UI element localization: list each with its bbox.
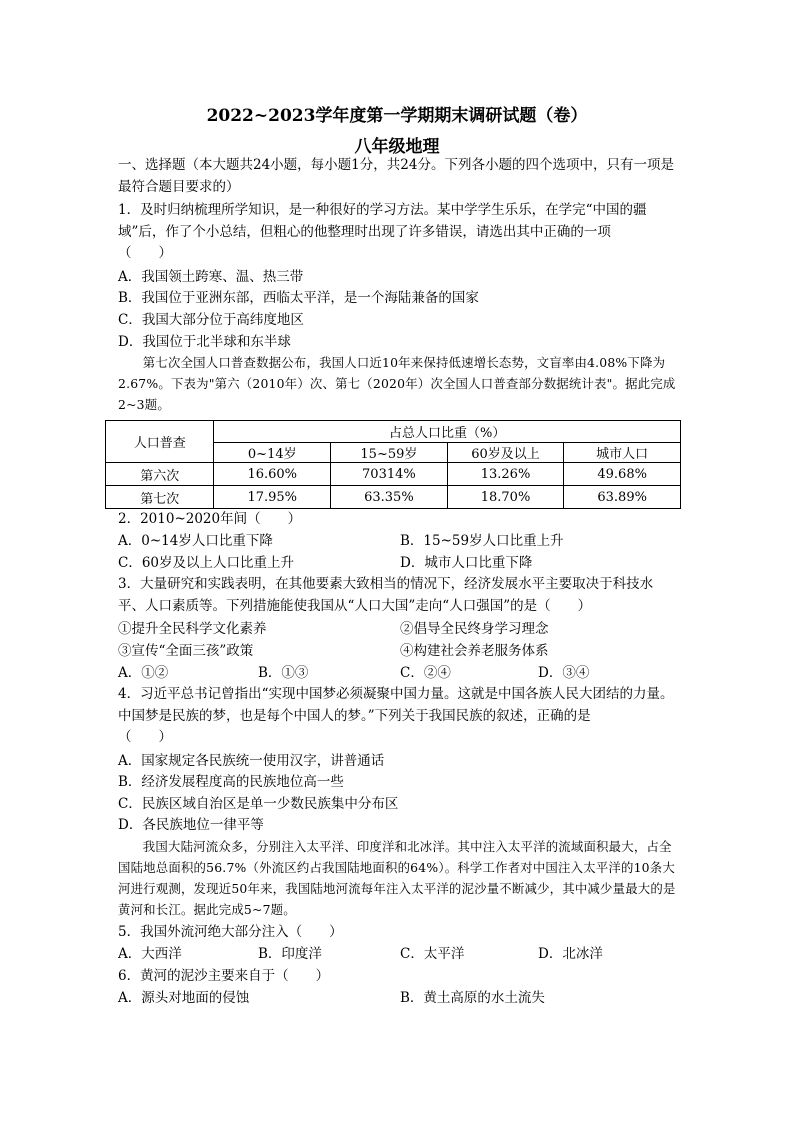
table-col-urban: 城市人口 xyxy=(564,443,681,463)
q3-item-1: ①提升全民科学文化素养 xyxy=(118,621,267,637)
table-corner: 人口普查 xyxy=(106,421,214,463)
table-row-label: 第七次 xyxy=(106,486,214,509)
q4-stem xyxy=(118,684,678,749)
material-population: 第七次全国人口普查数据公布，我国人口近10年来保持低速增长态势，文盲率由4.08%下降为2.67%。下表为"第六（2010年）次、第七（2020年）次全国人口普查部分数据统计表"。据此完成2~3题。 xyxy=(118,355,676,412)
q2-option-a: A．0~14岁人口比重下降 xyxy=(118,533,273,549)
q5-option-b: B．印度洋 xyxy=(258,946,322,962)
exam-title: 2022~2023学年度第一学期期末调研试题（卷） xyxy=(206,106,588,126)
table-col-60plus: 60岁及以上 xyxy=(447,443,564,463)
table-cell: 49.68% xyxy=(564,463,681,486)
table-cell: 63.35% xyxy=(331,486,448,509)
q6-option-b: B．黄土高原的水土流失 xyxy=(400,990,545,1006)
census-table xyxy=(105,420,681,509)
q4-stem-text: 4．习近平总书记曾指出“实现中国梦必须凝聚中国力量。这就是中国各族人民大团结的力量。中国梦是民族的梦，也是每个中国人的梦。”下列关于我国民族的叙述，正确的是 xyxy=(118,686,674,724)
q4-blank: （ ） xyxy=(118,729,172,745)
q2-option-c: C．60岁及以上人口比重上升 xyxy=(118,555,295,571)
q3-stem: 3．大量研究和实践表明，在其他要素大致相当的情况下，经济发展水平主要取决于科技水平、人口素质等。下列措施能使我国从“人口大国”走向“人口强国”的是（ ） xyxy=(118,576,654,614)
table-cell: 63.89% xyxy=(564,486,681,509)
q2-option-d: D．城市人口比重下降 xyxy=(400,555,533,571)
table-cell: 13.26% xyxy=(447,463,564,486)
q2-option-b: B．15~59岁人口比重上升 xyxy=(400,533,564,549)
q1-stem xyxy=(118,200,678,265)
table-row-label: 第六次 xyxy=(106,463,214,486)
exam-subtitle: 八年级地理 xyxy=(354,137,440,157)
table-row xyxy=(106,463,681,486)
q4-option-d: D．各民族地位一律平等 xyxy=(118,817,264,833)
section-intro: 一、选择题（本大题共24小题，每小题1分，共24分。下列各小题的四个选项中，只有一项是最符合题目要求的） xyxy=(118,157,674,195)
q3-item-4: ④构建社会养老服务体系 xyxy=(400,643,549,659)
q3-option-c: C．②④ xyxy=(400,665,451,681)
table-cell: 18.70% xyxy=(447,486,564,509)
q6-stem: 6．黄河的泥沙主要来自于（ ） xyxy=(118,968,330,984)
table-row xyxy=(106,486,681,509)
table-cell: 17.95% xyxy=(214,486,331,509)
q5-option-a: A．大西洋 xyxy=(118,946,182,962)
q1-option-c: C．我国大部分位于高纬度地区 xyxy=(118,312,304,328)
q5-option-d: D．北冰洋 xyxy=(538,946,603,962)
q1-stem-text: 1．及时归纳梳理所学知识，是一种很好的学习方法。某中学学生乐乐，在学完“中国的疆域”后，作了个小总结，但粗心的他整理时出现了许多错误，请选出其中正确的一项 xyxy=(118,202,647,240)
q4-option-a: A．国家规定各民族统一使用汉字，讲普通话 xyxy=(118,753,385,769)
q2-stem: 2．2010~2020年间（ ） xyxy=(118,511,302,527)
q1-option-a: A．我国领土跨寒、温、热三带 xyxy=(118,269,304,285)
table-group-header: 占总人口比重（%） xyxy=(214,421,681,443)
q3-option-a: A．①② xyxy=(118,665,169,681)
q3-item-3: ③宣传“全面三孩”政策 xyxy=(118,643,254,659)
table-col-15-59: 15~59岁 xyxy=(331,443,448,463)
material-rivers: 我国大陆河流众多，分别注入太平洋、印度洋和北冰洋。其中注入太平洋的流域面积最大，占全国陆地总面积的56.7%（外流区约占我国陆地面积的64%）。科学工作者对中国注入太平洋的10条大河进行观测，发现近50年来，我国陆地河流每年注入太平洋的泥沙量不断减少，其中减少量最大的是黄河和长江。据此完成5~7题。 xyxy=(118,839,676,917)
q1-blank: （ ） xyxy=(118,245,172,261)
q4-option-c: C．民族区域自治区是单一少数民族集中分布区 xyxy=(118,796,399,812)
q1-option-b: B．我国位于亚洲东部，西临太平洋，是一个海陆兼备的国家 xyxy=(118,290,479,306)
q5-option-c: C．太平洋 xyxy=(400,946,465,962)
table-cell: 70314% xyxy=(331,463,448,486)
table-cell: 16.60% xyxy=(214,463,331,486)
q5-stem: 5．我国外流河绝大部分注入（ ） xyxy=(118,924,343,940)
q4-option-b: B．经济发展程度高的民族地位高一些 xyxy=(118,774,344,790)
q1-option-d: D．我国位于北半球和东半球 xyxy=(118,334,291,350)
table-col-0-14: 0~14岁 xyxy=(214,443,331,463)
q3-option-b: B．①③ xyxy=(258,665,309,681)
q6-option-a: A．源头对地面的侵蚀 xyxy=(118,990,250,1006)
q3-option-d: D．③④ xyxy=(538,665,590,681)
q3-item-2: ②倡导全民终身学习理念 xyxy=(400,621,549,637)
